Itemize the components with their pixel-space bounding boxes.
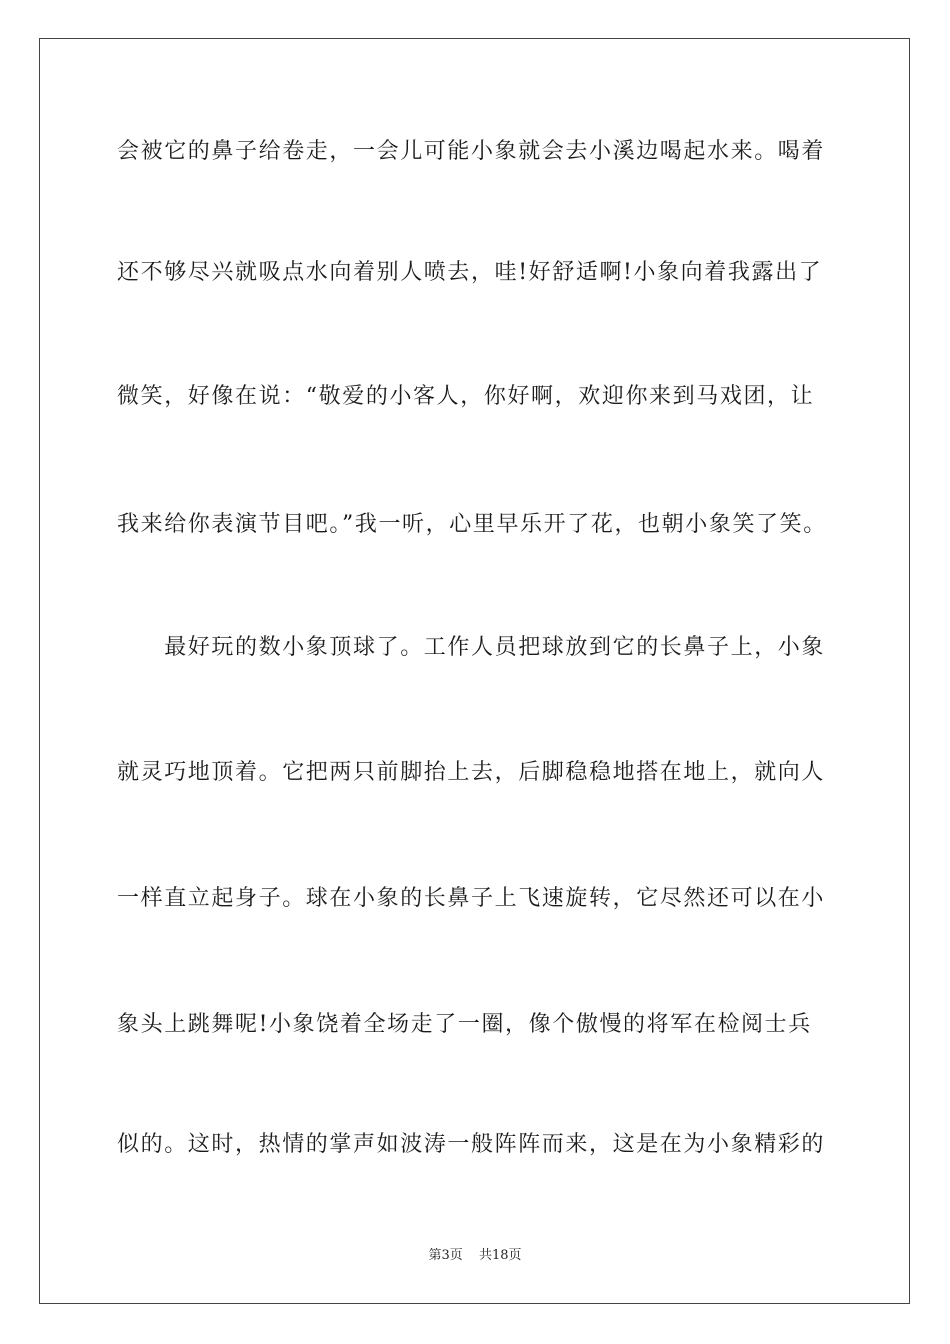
page-border xyxy=(39,38,910,1304)
body-text-line: 最好玩的数小象顶球了。工作人员把球放到它的长鼻子上，小象 xyxy=(117,635,826,660)
body-text-line: 就灵巧地顶着。它把两只前脚抬上去，后脚稳稳地搭在地上，就向人 xyxy=(117,760,826,785)
body-text-line: 微笑，好像在说：“敬爱的小客人，你好啊，欢迎你来到马戏团，让 xyxy=(117,384,815,409)
body-text-line: 还不够尽兴就吸点水向着别人喷去，哇!好舒适啊!小象向着我露出了 xyxy=(117,260,823,285)
body-text-line: 会被它的鼻子给卷走，一会儿可能小象就会去小溪边喝起水来。喝着 xyxy=(117,139,826,164)
body-text-line: 我来给你表演节目吧。”我一听，心里早乐开了花，也朝小象笑了笑。 xyxy=(117,512,827,537)
page-footer xyxy=(0,1247,950,1265)
page-number-current: 第3页 xyxy=(428,1248,463,1263)
body-text-line: 一样直立起身子。球在小象的长鼻子上飞速旋转，它尽然还可以在小 xyxy=(117,886,826,911)
body-text-line: 似的。这时，热情的掌声如波涛一般阵阵而来，这是在为小象精彩的 xyxy=(117,1132,826,1157)
page-number-total: 共18页 xyxy=(478,1248,522,1263)
body-text-line: 象头上跳舞呢!小象饶着全场走了一圈，像个傲慢的将军在检阅士兵 xyxy=(117,1012,812,1037)
